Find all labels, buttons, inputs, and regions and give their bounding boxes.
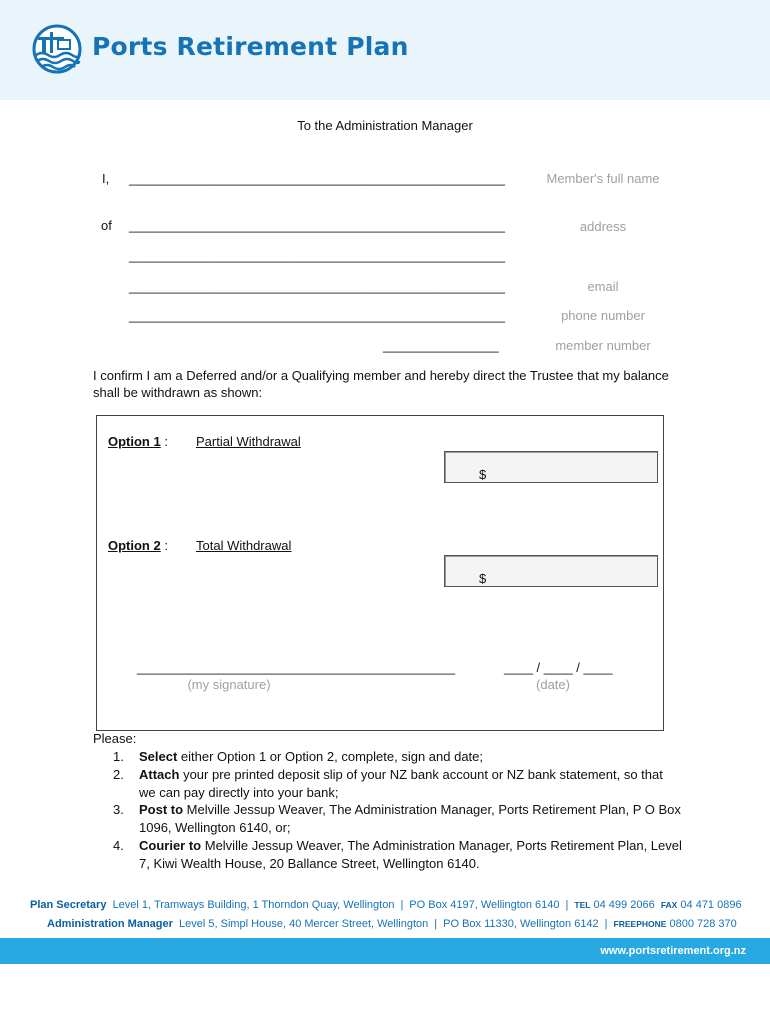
address-hint: address (579, 219, 627, 234)
please-heading: Please: (93, 731, 137, 746)
addressee-line: To the Administration Manager (297, 118, 473, 133)
footer-plan-secretary: Plan Secretary Level 1, Tramways Building, 1 Thorndon Quay, Wellington | PO Box 4197, Wellington 6140 | TEL 04 499 2066 FAX 04 471 0896 (30, 899, 742, 911)
partial-amount-input[interactable] (444, 451, 658, 483)
option-2-label: Option 2 : (108, 538, 168, 553)
phone-hint: phone number (561, 308, 645, 323)
instruction-list (113, 748, 683, 873)
ports-logo-icon (28, 24, 86, 74)
instruction-item: 3. Post to Melville Jessup Weaver, The Administration Manager, Ports Retirement Plan, P O Box 1096, Wellington 6140, or; (113, 802, 681, 836)
of-label: of (101, 218, 112, 233)
signature-hint: (my signature) (187, 677, 271, 692)
member-number-field[interactable]: ________________ (383, 338, 499, 353)
date-field[interactable]: ____ / ____ / ____ (504, 660, 613, 675)
email-hint: email (587, 279, 619, 294)
option-2-title: Total Withdrawal (196, 538, 292, 553)
address-field-1[interactable]: ____________________________________________________ (129, 218, 505, 233)
website-link[interactable]: www.portsretirement.org.nz (600, 945, 746, 957)
address-field-2[interactable]: ____________________________________________________ (129, 248, 505, 263)
instruction-item: 4. Courier to Melville Jessup Weaver, The Administration Manager, Ports Retirement Plan, Level 7, Kiwi Wealth House, 20 Ballance Street, Wellington 6140. (113, 837, 682, 871)
page-header (0, 0, 770, 100)
member-number-hint: member number (555, 338, 651, 353)
option-1-label: Option 1 : (108, 434, 168, 449)
total-amount-input[interactable] (444, 555, 658, 587)
email-field[interactable]: ____________________________________________________ (129, 279, 505, 294)
date-hint: (date) (536, 677, 570, 692)
name-field[interactable]: ____________________________________________________ (129, 171, 505, 186)
confirmation-text: I confirm I am a Deferred and/or a Qualifying member and hereby direct the Trustee that my balance shall be withdrawn as shown: (93, 368, 669, 400)
brand-name: Ports Retirement Plan (92, 32, 409, 61)
withdrawal-options-box (96, 415, 664, 731)
name-hint: Member's full name (546, 171, 660, 186)
footer-bar (0, 938, 770, 964)
currency-symbol: $ (479, 467, 487, 482)
i-label: I, (102, 171, 110, 186)
footer-administration-manager: Administration Manager Level 5, Simpl House, 40 Mercer Street, Wellington | PO Box 11330, Wellington 6142 | FREEPHONE 0800 728 370 (47, 918, 737, 930)
currency-symbol: $ (479, 571, 487, 586)
phone-field[interactable]: ____________________________________________________ (129, 308, 505, 323)
instruction-item: 2. Attach your pre printed deposit slip of your NZ bank account or NZ bank statement, so that we can pay directly into your bank; (113, 766, 663, 800)
signature-field[interactable]: ____________________________________________ (137, 660, 456, 675)
instruction-item: 1. Select either Option 1 or Option 2, complete, sign and date; (113, 749, 483, 764)
option-1-title: Partial Withdrawal (196, 434, 301, 449)
